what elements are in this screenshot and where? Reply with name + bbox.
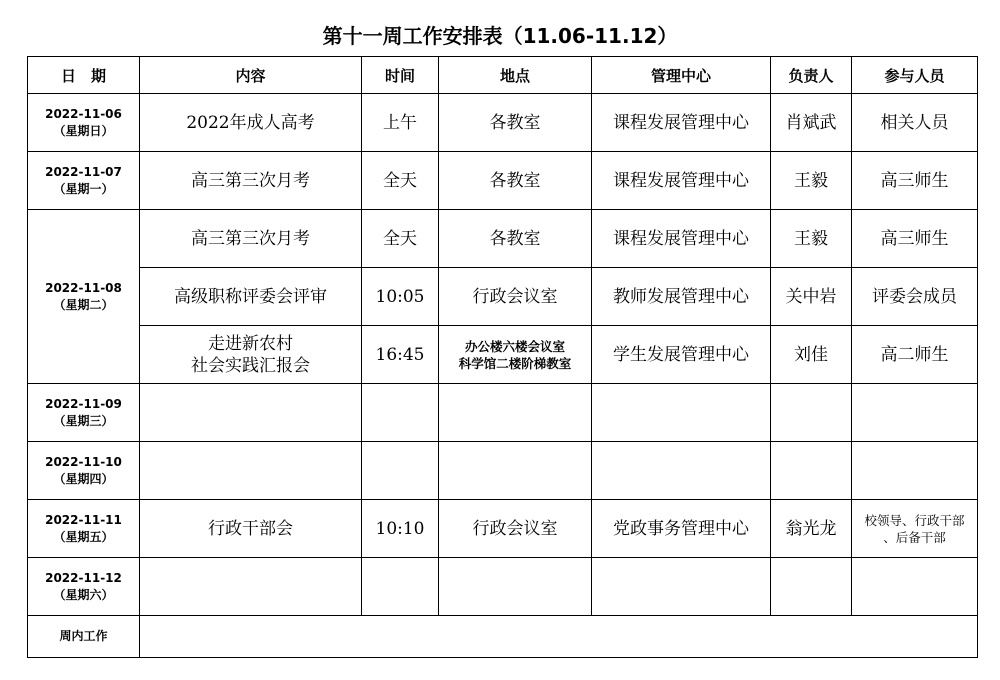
place-cell xyxy=(439,384,592,442)
table-row xyxy=(28,442,978,500)
header-time: 时间 xyxy=(362,57,439,94)
table-row xyxy=(28,326,978,384)
place-cell: 各教室 xyxy=(439,152,592,210)
content-cell: 高三第三次月考 xyxy=(140,152,362,210)
owner-cell: 关中岩 xyxy=(771,268,852,326)
center-cell: 教师发展管理中心 xyxy=(592,268,771,326)
date-value: 2022-11-09 xyxy=(45,396,122,411)
content-cell xyxy=(140,442,362,500)
table-row xyxy=(28,210,978,268)
owner-cell: 翁光龙 xyxy=(771,500,852,558)
date-value: 2022-11-08 xyxy=(45,280,122,295)
participants-cell: 高三师生 xyxy=(852,152,978,210)
owner-cell xyxy=(771,442,852,500)
weekly-work-label: 周内工作 xyxy=(28,616,140,658)
center-cell: 课程发展管理中心 xyxy=(592,152,771,210)
weekday-value: （星期四） xyxy=(53,471,114,486)
content-cell xyxy=(140,384,362,442)
place-line: 科学馆二楼阶梯教室 xyxy=(458,355,572,371)
weekday-value: （星期二） xyxy=(53,297,114,312)
content-cell xyxy=(140,558,362,616)
header-owner: 负责人 xyxy=(771,57,852,94)
participants-cell: 相关人员 xyxy=(852,94,978,152)
header-participants: 参与人员 xyxy=(852,57,978,94)
weekday-value: （星期六） xyxy=(53,587,114,602)
header-place: 地点 xyxy=(439,57,592,94)
weekday-value: （星期三） xyxy=(53,413,114,428)
center-cell xyxy=(592,558,771,616)
weekday-value: （星期日） xyxy=(53,123,114,138)
date-cell xyxy=(28,152,140,210)
time-cell: 10:10 xyxy=(362,500,439,558)
weekly-work-row xyxy=(28,616,978,658)
header-row xyxy=(28,57,978,94)
owner-cell: 王毅 xyxy=(771,152,852,210)
time-cell: 全天 xyxy=(362,210,439,268)
table-row xyxy=(28,384,978,442)
date-cell xyxy=(28,558,140,616)
page-title: 第十一周工作安排表（11.06-11.12） xyxy=(322,24,678,48)
owner-cell: 肖斌武 xyxy=(771,94,852,152)
participants-cell: 高三师生 xyxy=(852,210,978,268)
table-row xyxy=(28,94,978,152)
header-center: 管理中心 xyxy=(592,57,771,94)
content-cell: 高三第三次月考 xyxy=(140,210,362,268)
owner-cell: 王毅 xyxy=(771,210,852,268)
participants-cell xyxy=(852,384,978,442)
participants-cell: 高二师生 xyxy=(852,326,978,384)
weekday-value: （星期五） xyxy=(53,529,114,544)
time-cell: 10:05 xyxy=(362,268,439,326)
participants-line: 、后备干部 xyxy=(883,529,946,545)
date-value: 2022-11-07 xyxy=(45,164,122,179)
date-cell xyxy=(28,210,140,384)
participants-cell: 评委会成员 xyxy=(852,268,978,326)
place-cell: 各教室 xyxy=(439,94,592,152)
place-cell: 各教室 xyxy=(439,210,592,268)
time-cell xyxy=(362,384,439,442)
time-cell: 全天 xyxy=(362,152,439,210)
date-cell xyxy=(28,94,140,152)
owner-cell xyxy=(771,558,852,616)
date-value: 2022-11-10 xyxy=(45,454,122,469)
participants-line: 校领导、行政干部 xyxy=(864,512,965,528)
content-cell: 行政干部会 xyxy=(140,500,362,558)
weekly-work-cell xyxy=(140,616,978,658)
date-cell xyxy=(28,500,140,558)
participants-cell xyxy=(852,442,978,500)
place-cell xyxy=(439,442,592,500)
table-row xyxy=(28,558,978,616)
owner-cell xyxy=(771,384,852,442)
header-content: 内容 xyxy=(140,57,362,94)
time-cell: 上午 xyxy=(362,94,439,152)
table-row xyxy=(28,152,978,210)
place-cell xyxy=(439,558,592,616)
time-cell: 16:45 xyxy=(362,326,439,384)
date-value: 2022-11-11 xyxy=(45,512,122,527)
place-line: 办公楼六楼会议室 xyxy=(464,338,565,354)
place-cell: 行政会议室 xyxy=(439,268,592,326)
content-line: 社会实践汇报会 xyxy=(191,355,310,376)
time-cell xyxy=(362,442,439,500)
content-cell: 高级职称评委会评审 xyxy=(140,268,362,326)
center-cell xyxy=(592,442,771,500)
weekday-value: （星期一） xyxy=(53,181,114,196)
schedule-table xyxy=(27,56,978,658)
center-cell: 课程发展管理中心 xyxy=(592,94,771,152)
place-cell: 行政会议室 xyxy=(439,500,592,558)
content-cell: 2022年成人高考 xyxy=(140,94,362,152)
time-cell xyxy=(362,558,439,616)
date-cell xyxy=(28,442,140,500)
center-cell: 党政事务管理中心 xyxy=(592,500,771,558)
table-row xyxy=(28,268,978,326)
participants-cell xyxy=(852,558,978,616)
place-cell xyxy=(439,326,592,384)
center-cell xyxy=(592,384,771,442)
content-line: 走进新农村 xyxy=(208,333,293,354)
date-cell xyxy=(28,384,140,442)
content-cell xyxy=(140,326,362,384)
table-row xyxy=(28,500,978,558)
center-cell: 课程发展管理中心 xyxy=(592,210,771,268)
date-value: 2022-11-12 xyxy=(45,570,122,585)
owner-cell: 刘佳 xyxy=(771,326,852,384)
date-value: 2022-11-06 xyxy=(45,106,122,121)
header-date: 日 期 xyxy=(28,57,140,94)
center-cell: 学生发展管理中心 xyxy=(592,326,771,384)
participants-cell xyxy=(852,500,978,558)
